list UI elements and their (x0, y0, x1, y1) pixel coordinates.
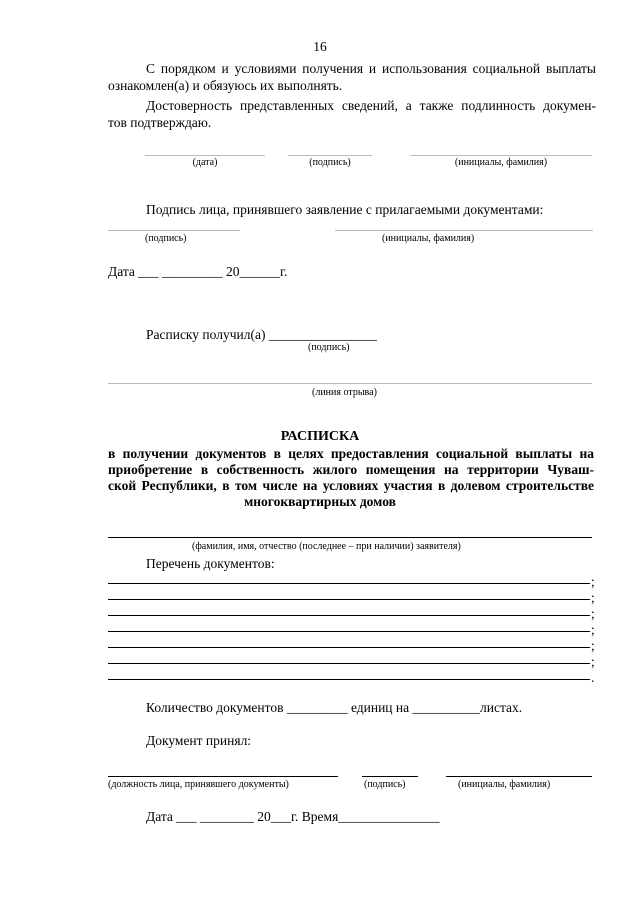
document-line-5-end: ; (591, 638, 595, 653)
receipt-title: РАСПИСКА (280, 429, 360, 444)
name-line[interactable] (410, 155, 592, 156)
document-line-3[interactable] (108, 615, 590, 616)
document-line-2[interactable] (108, 599, 590, 600)
receipt-subtitle-line-4: многоквартирных домов (244, 494, 396, 509)
document-line-6[interactable] (108, 663, 590, 664)
document-line-1-end: ; (591, 574, 595, 589)
intro-line-1: С порядком и условиями получения и использования социальной выплаты (146, 61, 596, 76)
signature-line[interactable] (288, 155, 372, 156)
position-line[interactable] (108, 776, 338, 777)
date-line[interactable] (145, 155, 265, 156)
receiver-name-line[interactable] (335, 230, 593, 231)
document-line-2-end: ; (591, 590, 595, 605)
intro-line-4: тов подтверждаю. (108, 115, 212, 130)
documents-list-label: Перечень документов: (146, 556, 275, 571)
receipt-subtitle-line-3: ской Республики, в том числе на условиях участия в долевом строительстве (108, 478, 594, 493)
document-accepted-label: Документ принял: (146, 733, 252, 748)
receiver-signature-line[interactable] (108, 230, 240, 231)
documents-count-line[interactable]: Количество документов _________ единиц на __________листах. (146, 700, 523, 715)
receipt-subtitle-line-2: приобретение в собственность жилого помещения на территории Чуваш- (108, 462, 594, 477)
name-caption: (инициалы, фамилия) (454, 157, 548, 168)
date-time-line[interactable]: Дата ___ ________ 20___г. Время_______________ (146, 809, 440, 824)
intro-line-2: ознакомлен(а) и обязуюсь их выполнять. (108, 78, 343, 93)
document-line-7[interactable] (108, 679, 590, 680)
receiver-signature-caption: (подпись) (145, 233, 187, 244)
acceptor-name-line[interactable] (446, 776, 592, 777)
acceptor-signature-caption: (подпись) (364, 779, 406, 790)
acceptor-signature-line[interactable] (362, 776, 418, 777)
acceptor-name-caption: (инициалы, фамилия) (458, 779, 551, 790)
document-line-5[interactable] (108, 647, 590, 648)
receipt-received-label[interactable]: Расписку получил(а) ________________ (146, 327, 377, 342)
intro-line-3: Достоверность представленных сведений, а также подлинность докумен- (146, 98, 596, 113)
document-line-6-end: ; (591, 654, 595, 669)
receipt-subtitle-line-1: в получении документов в целях предоставления социальной выплаты на (108, 446, 594, 461)
document-line-3-end: ; (591, 606, 595, 621)
receiver-date-line[interactable]: Дата ___ _________ 20______г. (108, 264, 288, 279)
document-line-1[interactable] (108, 583, 590, 584)
tear-line-caption: (линия отрыва) (312, 387, 377, 398)
receiver-name-caption: (инициалы, фамилия) (382, 233, 475, 244)
page-number: 16 (313, 39, 327, 54)
receiver-heading: Подпись лица, принявшего заявление с прилагаемыми документами: (146, 202, 544, 217)
applicant-name-line[interactable] (108, 537, 592, 538)
receipt-received-signature-caption: (подпись) (308, 342, 350, 353)
date-caption: (дата) (192, 157, 218, 168)
signature-caption: (подпись) (309, 157, 351, 168)
tear-line (108, 383, 592, 384)
document-line-4[interactable] (108, 631, 590, 632)
document-line-4-end: ; (591, 622, 595, 637)
document-line-7-end: . (591, 670, 595, 685)
position-caption: (должность лица, принявшего документы) (108, 779, 289, 790)
applicant-caption: (фамилия, имя, отчество (последнее – при наличии) заявителя) (192, 541, 461, 552)
